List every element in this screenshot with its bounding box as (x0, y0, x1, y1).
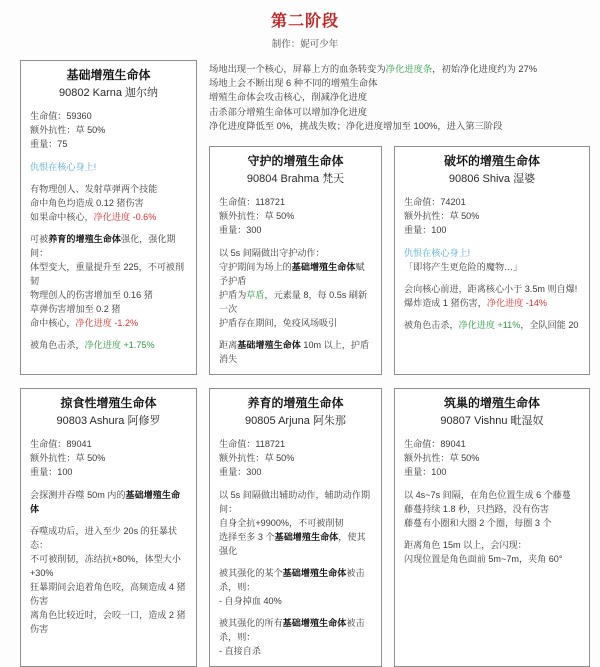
text-segment: 重量：100 (404, 225, 447, 236)
text-line (219, 451, 372, 465)
text-line (30, 316, 187, 330)
text-segment: 选择至多 3 个 (219, 532, 275, 543)
text-segment: 生命值：89041 (30, 439, 92, 450)
text-line (30, 210, 187, 224)
card-basic-proliferator (20, 60, 197, 375)
blue-text-segment: 仇恨在核心身上! (30, 162, 97, 172)
card-paragraph (404, 488, 580, 530)
text-line (30, 288, 187, 302)
page-title: 第二阶段 (270, 13, 339, 30)
card-title: 破坏的增殖生命体 (443, 154, 540, 169)
text-line (219, 246, 372, 260)
text-line (30, 137, 187, 151)
text-line (30, 338, 187, 352)
text-segment: 被角色击杀， (30, 340, 85, 350)
text-segment: - 直接自杀 (219, 646, 261, 657)
text-segment: 额外抗性：草 50% (219, 453, 295, 464)
text-line (404, 260, 580, 274)
text-segment: 重量：75 (30, 139, 68, 149)
card-id-and-name: 90802 Karna 迦尔纳 (58, 87, 159, 99)
text-line (30, 196, 187, 210)
text-segment: 命中核心， (30, 318, 76, 328)
text-segment: 额外抗性：草 50% (30, 453, 106, 464)
card-nurturer-proliferator (209, 388, 382, 667)
text-line (404, 502, 580, 516)
text-segment: 狂暴期间会追着角色咬，高频造成 4 猪伤害 (30, 582, 186, 607)
text-line (404, 552, 580, 566)
text-line (30, 552, 187, 580)
text-segment: 以 5s 间隔做出守护动作： (219, 248, 325, 259)
text-segment: 被击杀，则： (219, 618, 365, 643)
text-line (219, 260, 372, 288)
text-segment: 「即将产生更危险的魔物…」 (404, 262, 523, 273)
text-segment: 离角色比较近时，会咬一口，造成 2 猪伤害 (30, 610, 186, 635)
card-guardian-proliferator (209, 146, 382, 375)
card-title: 基础增殖生命体 (66, 68, 151, 82)
green-text-segment: 净化进度条 (385, 64, 433, 74)
text-line (219, 195, 372, 209)
text-segment: 如果命中核心， (30, 212, 94, 222)
text-line (219, 437, 372, 451)
text-line (209, 105, 590, 119)
text-line (30, 437, 187, 451)
text-line (404, 246, 580, 260)
card-stats (30, 109, 187, 151)
card-title: 养育的增殖生命体 (247, 396, 344, 411)
text-segment: 被击杀，则： (219, 568, 365, 593)
text-segment: 藤蔓有小圈和大圈 2 个圈，每圈 3 个 (404, 518, 552, 529)
bold-text-segment: 基础增殖生命体 (237, 340, 301, 351)
text-line (404, 318, 580, 332)
green-text-segment: 草盾 (246, 290, 265, 301)
text-line (219, 316, 372, 330)
text-line (219, 465, 372, 479)
text-segment: 以 4s~7s 间隔，在角色位置生成 6 个藤蔓 (404, 490, 571, 501)
card-id-and-name: 90803 Ashura 阿修罗 (56, 415, 161, 428)
text-segment: 有物理创人、发射草弹两个技能 (30, 184, 158, 194)
text-segment: 重量：300 (219, 467, 262, 478)
text-line (30, 580, 187, 608)
text-segment: 额外抗性：草 50% (219, 211, 295, 222)
text-segment: 强化，强化期间： (30, 234, 176, 258)
document-header (20, 8, 590, 50)
text-line (30, 160, 187, 174)
text-line (219, 594, 372, 608)
text-segment: 不可被削韧，冻结抗+80%，体型大小+30% (30, 554, 181, 579)
text-segment: 距离 (219, 340, 238, 351)
bold-text-segment: 基础增殖生命体 (274, 532, 339, 543)
card-paragraph (219, 616, 372, 658)
text-segment: 赋予护盾 (219, 262, 365, 287)
card-paragraph (404, 246, 580, 274)
text-line (209, 119, 590, 133)
text-segment: 以 5s 间隔做出辅助动作，辅助动作期间： (219, 490, 371, 515)
bold-text-segment: 基础增殖生命体 (291, 262, 356, 273)
text-line (219, 530, 372, 558)
card-title: 掠食性增殖生命体 (60, 396, 157, 411)
card-paragraph (30, 338, 187, 352)
text-line (404, 488, 580, 502)
card-id-and-name: 90805 Arjuna 阿朱那 (245, 415, 346, 428)
text-segment: - 自身掉血 40% (219, 596, 282, 607)
text-line (404, 437, 580, 451)
card-id-and-name: 90807 Vishnu 毗湿奴 (440, 415, 544, 428)
text-segment: 会探测并吞噬 50m 内的 (30, 490, 126, 501)
text-line (209, 90, 590, 104)
text-line (209, 62, 590, 76)
text-line (219, 488, 372, 516)
text-segment: 护盾存在期间，免疫风场吸引 (219, 318, 338, 329)
content-grid (20, 60, 590, 667)
card-stats (404, 437, 580, 479)
credit-line: 制作：妮可少年 (271, 39, 339, 50)
text-line (30, 123, 187, 137)
text-line (219, 566, 372, 594)
text-line (404, 538, 580, 552)
text-segment: 10m 以上，护盾消失 (219, 340, 370, 365)
text-line (219, 644, 372, 658)
text-line (30, 488, 187, 516)
text-segment: 重量：100 (404, 467, 447, 478)
card-id-and-name: 90804 Brahma 梵天 (246, 173, 345, 186)
text-segment: 生命值：59360 (30, 111, 92, 121)
bold-text-segment: 基础增殖生命体 (30, 490, 181, 515)
text-line (219, 616, 372, 644)
green-text-segment: 净化进度 +1.75% (84, 340, 155, 350)
text-line (30, 302, 187, 316)
card-paragraph (30, 232, 187, 330)
text-line (404, 209, 580, 223)
text-segment: ，元素量 8，每 0.5s 刷新一次 (219, 290, 368, 315)
text-segment: 场地上会不断出现 6 种不同的增殖生命体 (209, 78, 378, 89)
text-line (30, 608, 187, 636)
text-segment: 击杀部分增殖生命体可以增加净化进度 (209, 106, 368, 117)
text-segment: 额外抗性：草 50% (404, 453, 480, 464)
text-line (404, 451, 580, 465)
red-text-segment: 净化进度 -1.2% (75, 318, 139, 328)
text-segment: 闪现位置是角色面前 5m~7m，夹角 60° (404, 554, 563, 565)
green-text-segment: 净化进度 +11% (458, 320, 521, 331)
text-line (30, 465, 187, 479)
text-segment: 生命值：89041 (404, 439, 466, 450)
card-stats (404, 195, 580, 237)
bold-text-segment: 养育的增殖生命体 (48, 234, 121, 244)
text-segment: ，全队回能 20 (520, 320, 579, 331)
text-line (219, 209, 372, 223)
card-stats (219, 195, 372, 237)
text-segment: 草弹伤害增加至 0.2 猪 (30, 304, 121, 314)
card-paragraph (219, 338, 372, 366)
text-segment: 重量：100 (30, 467, 73, 478)
text-line (30, 260, 187, 288)
card-stats (30, 437, 187, 479)
text-segment: 生命值：74201 (404, 197, 466, 208)
text-segment: 距离角色 15m 以上，会闪现： (404, 540, 527, 551)
card-id-and-name: 90806 Shiva 湿婆 (448, 173, 536, 186)
card-stats (219, 437, 372, 479)
text-segment: 护盾为 (219, 290, 247, 301)
text-segment: 被其强化的某个 (219, 568, 283, 579)
text-line (404, 516, 580, 530)
card-destroyer-proliferator (394, 146, 590, 375)
card-paragraph (30, 160, 187, 174)
text-segment: ，初始净化进度约为 27% (432, 64, 538, 74)
card-title: 筑巢的增殖生命体 (443, 396, 540, 411)
card-paragraph (404, 282, 580, 310)
phase-rules-intro (209, 60, 590, 133)
text-segment: 物理创人的伤害增加至 0.16 猪 (30, 290, 153, 300)
text-segment: 藤蔓持续 1.8 秒，只挡路，没有伤害 (404, 504, 550, 515)
text-line (30, 109, 187, 123)
text-line (404, 296, 580, 310)
text-line (404, 223, 580, 237)
text-segment: ，使其强化 (219, 532, 366, 557)
text-line (30, 524, 187, 552)
text-line (404, 195, 580, 209)
text-segment: 增殖生命体会攻击核心，削减净化进度 (209, 92, 368, 103)
text-line (404, 465, 580, 479)
text-line (30, 451, 187, 465)
text-segment: 守护期间为场上的 (219, 262, 292, 273)
blue-text-segment: 仇恨在核心身上! (404, 248, 471, 259)
text-segment: 被其强化的所有 (219, 618, 283, 629)
card-paragraph (30, 488, 187, 516)
text-line (219, 516, 372, 530)
bold-text-segment: 基础增殖生命体 (282, 568, 347, 579)
bold-text-segment: 基础增殖生命体 (282, 618, 347, 629)
text-segment: 可被 (30, 234, 49, 244)
text-segment: 额外抗性：草 50% (404, 211, 480, 222)
red-text-segment: 净化进度 -14% (486, 298, 548, 309)
card-paragraph (404, 538, 580, 566)
text-line (30, 232, 187, 260)
card-title: 守护的增殖生命体 (247, 154, 344, 169)
card-nester-proliferator (394, 388, 590, 667)
card-paragraph (219, 488, 372, 558)
text-segment: 净化进度降低至 0%，挑战失败；净化进度增加至 100%，进入第三阶段 (209, 120, 503, 131)
text-segment: 爆炸造成 1 猪伤害， (404, 298, 487, 309)
text-line (219, 338, 372, 366)
text-segment: 吞噬成功后，进入至少 20s 的狂暴状态： (30, 526, 178, 551)
text-line (404, 282, 580, 296)
text-segment: 会向核心前进，距离核心小于 3.5m 则自爆! (404, 284, 578, 295)
card-predator-proliferator (20, 388, 197, 667)
text-segment: 重量：300 (219, 225, 262, 236)
card-paragraph (219, 566, 372, 608)
text-line (219, 223, 372, 237)
text-line (30, 182, 187, 196)
card-paragraph (30, 524, 187, 636)
text-segment: 自身全抗+9900%，不可被削韧 (219, 518, 344, 529)
text-line (219, 288, 372, 316)
text-segment: 体型变大，重量提升至 225，不可被削韧 (30, 262, 185, 286)
text-segment: 生命值：118721 (219, 439, 286, 450)
card-paragraph (30, 182, 187, 224)
text-segment: 生命值：118721 (219, 197, 286, 208)
card-paragraph (219, 246, 372, 330)
card-paragraph (404, 318, 580, 332)
text-line (209, 76, 590, 90)
red-text-segment: 净化进度 -0.6% (93, 212, 157, 222)
text-segment: 额外抗性：草 50% (30, 125, 106, 135)
text-segment: 命中角色均造成 0.12 猪伤害 (30, 198, 144, 208)
text-segment: 被角色击杀， (404, 320, 459, 331)
text-segment: 场地出现一个核心，屏幕上方的血条转变为 (209, 64, 386, 74)
